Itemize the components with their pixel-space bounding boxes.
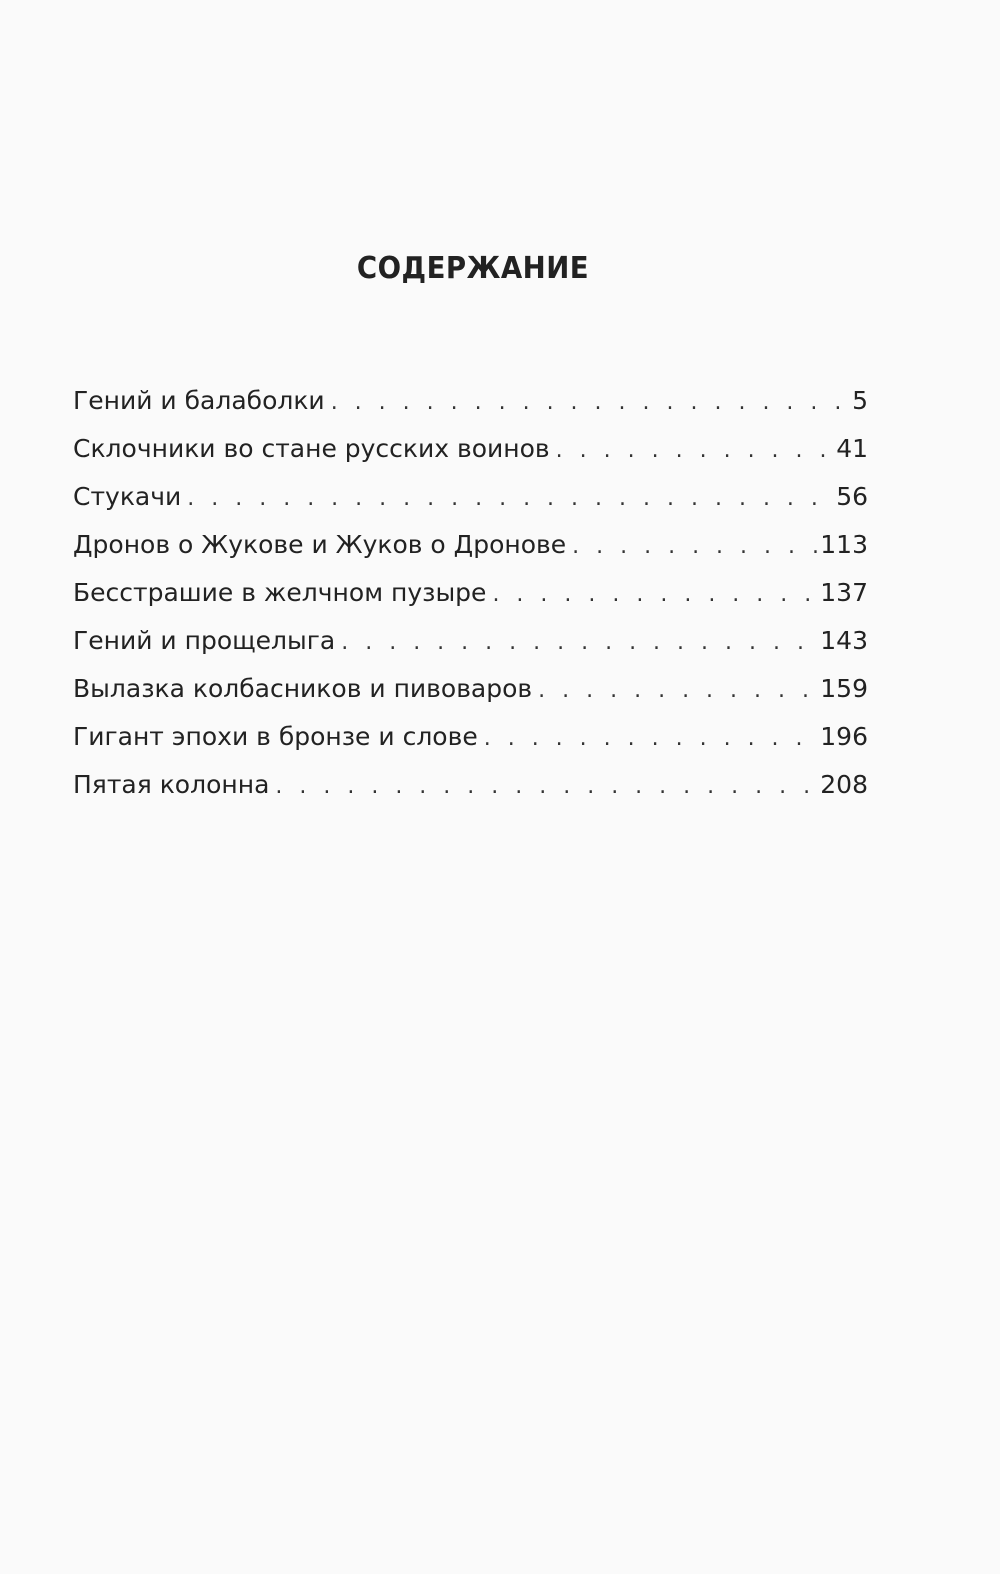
toc-entry (73, 477, 868, 525)
toc-entry-title: Стукачи (73, 482, 182, 511)
dot-leader (187, 479, 834, 519)
toc-entry-title: Вылазка колбасников и пивоваров (73, 674, 533, 703)
dot-leader (492, 575, 818, 615)
toc-entry (73, 765, 868, 813)
toc-entry-title: Гений и прощелыга (73, 626, 336, 655)
toc-entry-title: Склочники во стане русских воинов (73, 434, 550, 463)
toc-entry-title: Пятая колонна (73, 770, 270, 799)
toc-entry-title: Гигант эпохи в бронзе и слове (73, 722, 478, 751)
toc-entry-page: 137 (820, 578, 868, 607)
toc-entry-page: 143 (820, 626, 868, 655)
dot-leader (331, 383, 850, 423)
toc-entry-page: 159 (820, 674, 868, 703)
dot-leader (556, 431, 835, 471)
toc-entry-page: 5 (852, 386, 868, 415)
toc-entry (73, 381, 868, 429)
dot-leader (484, 719, 819, 759)
toc-entry (73, 717, 868, 765)
toc-entry (73, 525, 868, 573)
toc-entry-title: Дронов о Жукове и Жуков о Дронове (73, 530, 567, 559)
toc-entry (73, 573, 868, 621)
toc-entry-page: 41 (836, 434, 868, 463)
toc-entry-title: Гений и балаболки (73, 386, 325, 415)
dot-leader (275, 767, 818, 807)
toc-entry-page: 56 (836, 482, 868, 511)
toc-list (73, 381, 868, 813)
toc-entry-page: 196 (820, 722, 868, 751)
toc-entry (73, 429, 868, 477)
toc-heading: СОДЕРЖАНИЕ (356, 251, 590, 286)
toc-entry-page: 113 (820, 530, 868, 559)
dot-leader (538, 671, 818, 711)
toc-entry-title: Бесстрашие в желчном пузыре (73, 578, 487, 607)
toc-entry-page: 208 (820, 770, 868, 799)
toc-entry (73, 621, 868, 669)
toc-entry (73, 669, 868, 717)
dot-leader (341, 623, 818, 663)
dot-leader (572, 527, 818, 567)
